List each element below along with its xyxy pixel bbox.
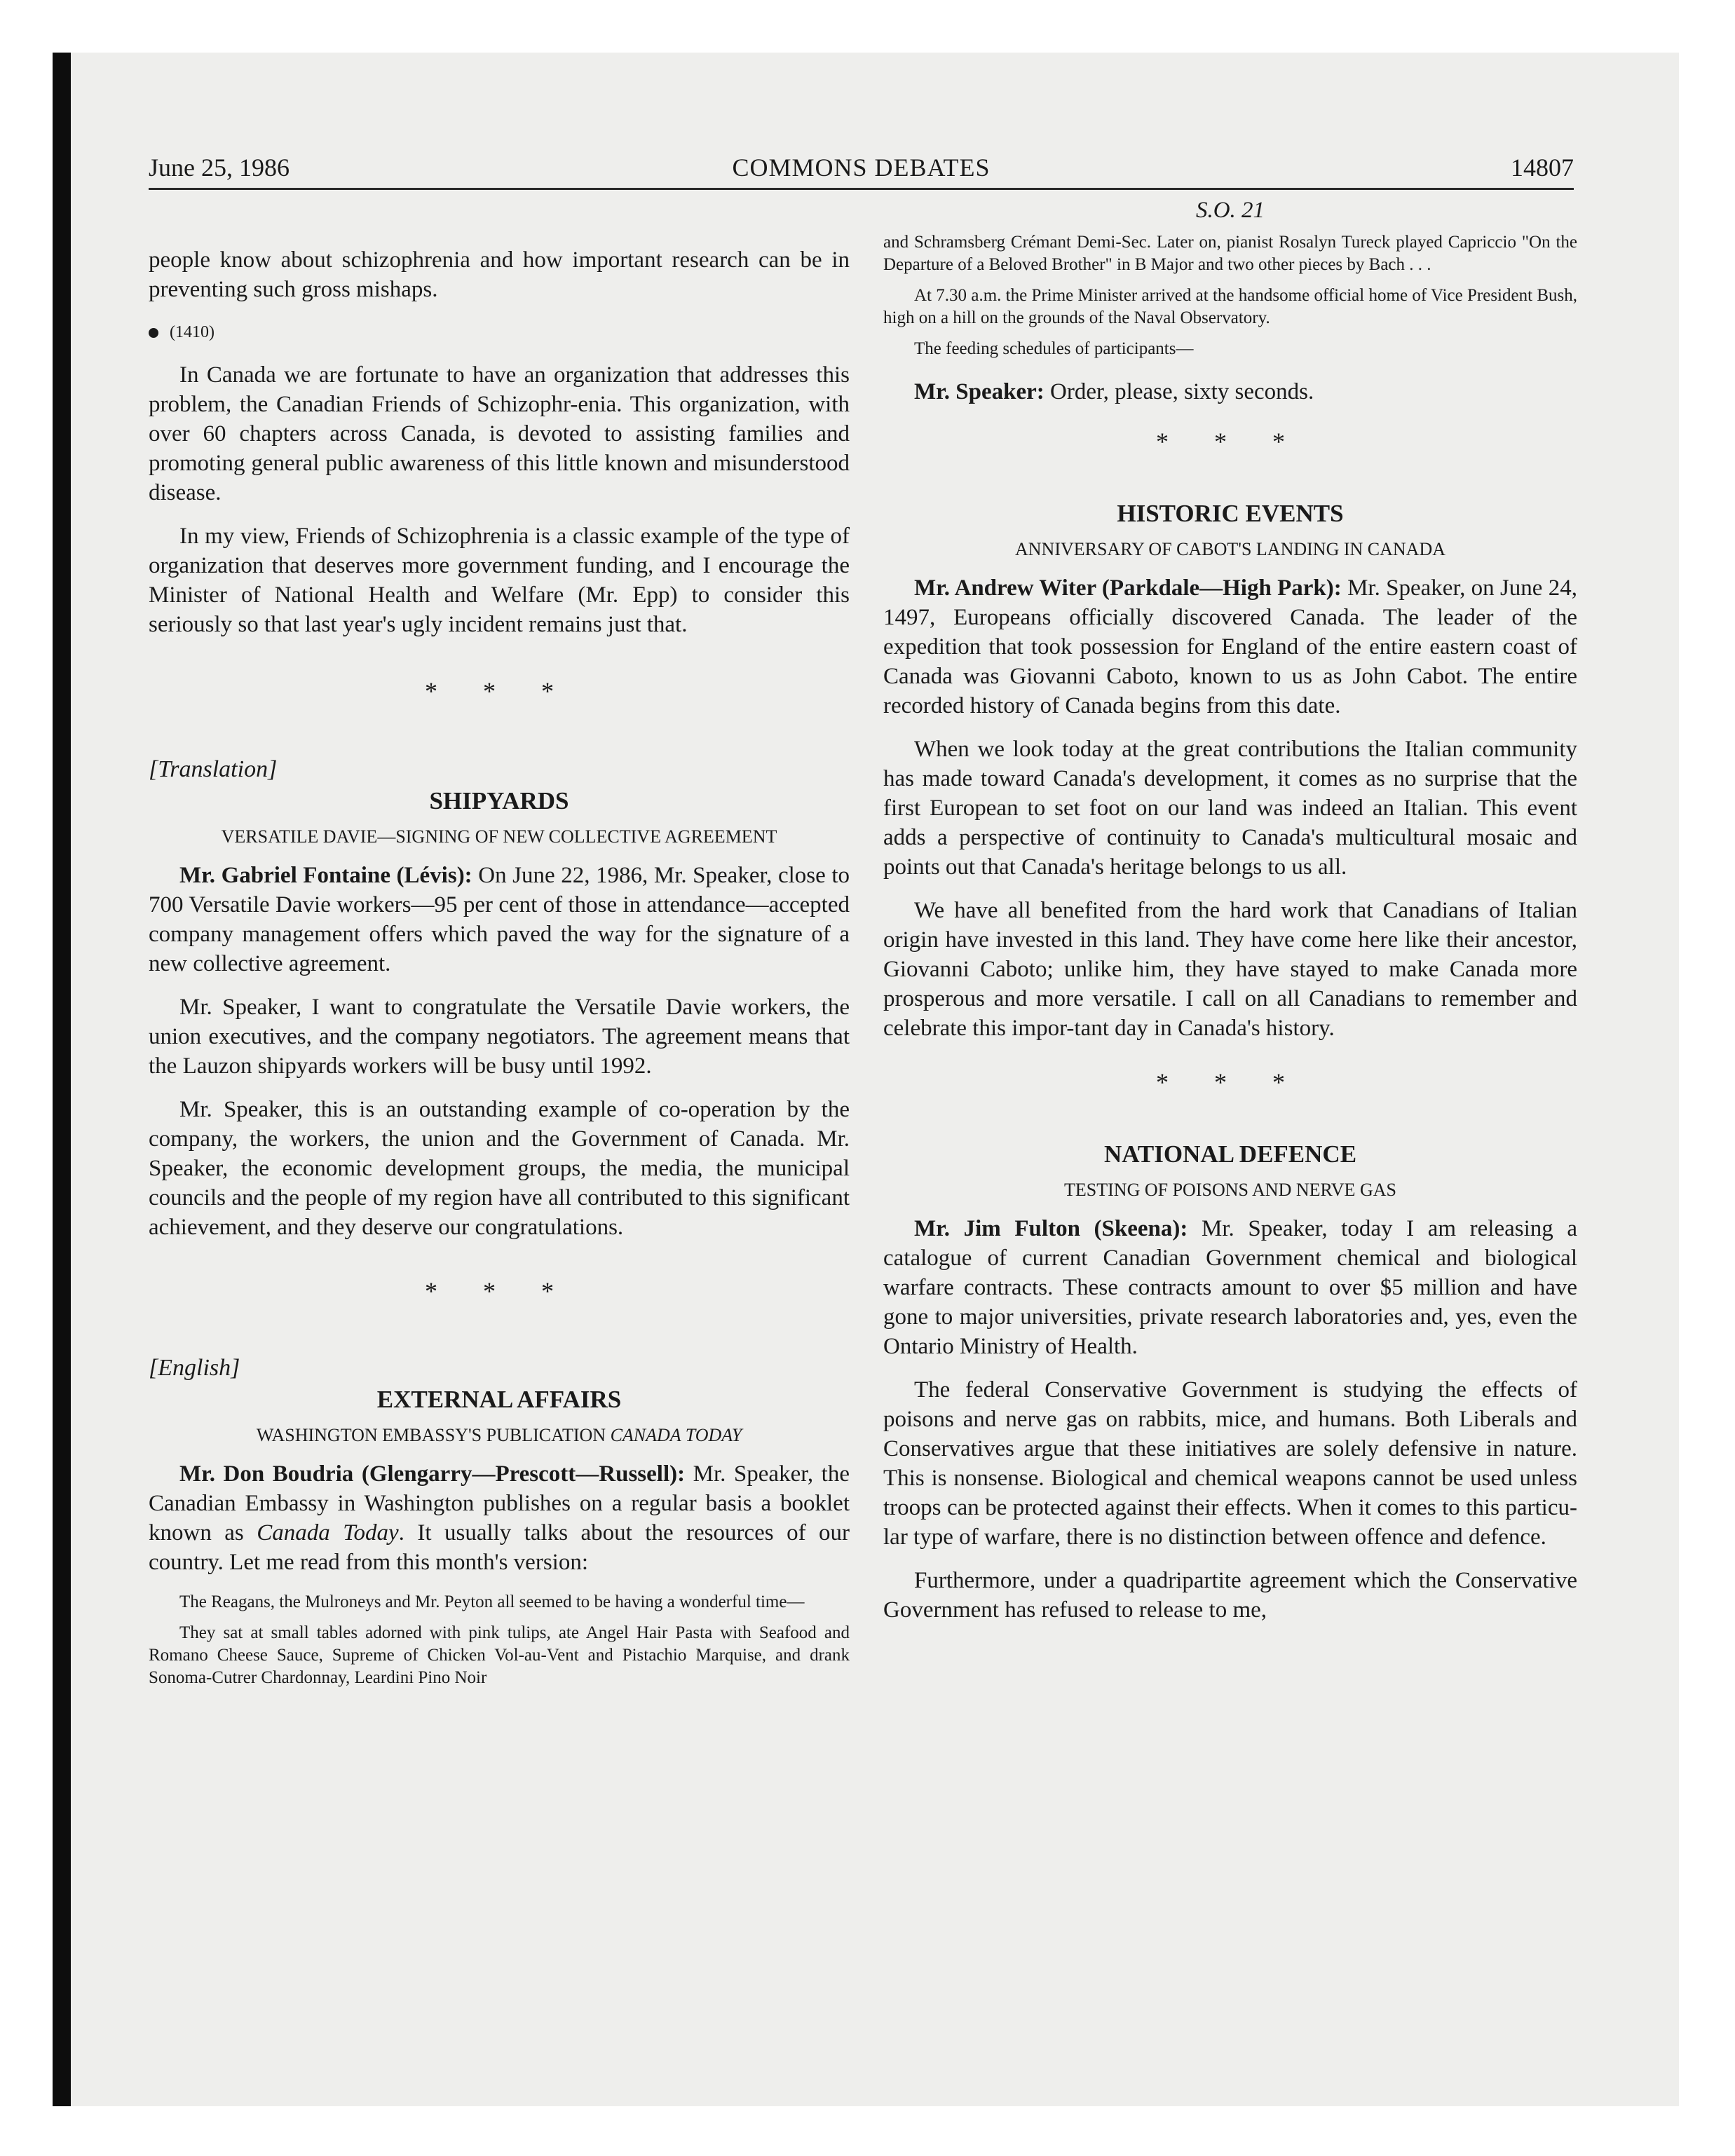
speech-paragraph: Mr. Don Boudria (Glengarry—Prescott—Russell): Mr. Speaker, the Canadian Embassy in Washington publishes on a regular basis a booklet known as Canada Today. It usually talks about the resources of our country. Let me read from this month's version: (149, 1461, 850, 1575)
left-column (149, 245, 850, 1689)
paragraph: In my view, Friends of Schizophrenia is a classic example of the type of organization that deserves more government funding, and I encourage the Minister of National Health and Welfare (Mr. Epp) to consider this seriously so that last year's ugly incident remains just that. (149, 524, 850, 637)
section-separator: * * * (1156, 428, 1305, 456)
paragraph: In Canada we are fortunate to have an organization that addresses this problem, the Canadian Friends of Schizophr-enia. This organization, with over 60 chapters across Canada, is devoted to assisting families and promoting general public awareness of this little known and misunderstood disease. (149, 362, 850, 505)
speech-paragraph: Mr. Gabriel Fontaine (Lévis): On June 22, 1986, Mr. Speaker, close to 700 Versatile Davie workers—95 per cent of those in attendance—accepted company management offers which paved the way for the signature of a new collective agreement. (149, 863, 850, 976)
speech-paragraph: Mr. Andrew Witer (Parkdale—High Park): Mr. Speaker, on June 24, 1497, Europeans officially discovered Canada. The leader of the expedition that took possession for England of the entire eastern coast of Canada was Giovanni Caboto, known to us as John Cabot. The entire recorded history of Canada begins from this date. (883, 575, 1578, 718)
section-subheading: TESTING OF POISONS AND NERVE GAS (1064, 1180, 1396, 1200)
paragraph: We have all benefited from the hard work that Canadians of Italian origin have invested in this land. They have come here like their ancestor, Giovanni Caboto; unlike him, they have stayed to make Canada more prosperous and more versatile. I call on all Canadians to remember and celebrate this impor-tant day in Canada's history. (883, 898, 1577, 1041)
speaker-name: Mr. Don Boudria (Glengarry—Prescott—Russell): (179, 1461, 686, 1487)
bullet-icon (149, 328, 158, 338)
section-heading: HISTORIC EVENTS (1117, 500, 1344, 527)
paragraph: Mr. Speaker, I want to congratulate the Versatile Davie workers, the union executives, and the company negotiators. The agreement means that the Lauzon shipyards workers will be busy until 1992. (149, 995, 850, 1079)
section-separator: * * * (425, 677, 573, 705)
speaker-name: Mr. Jim Fulton (Skeena): (914, 1216, 1188, 1241)
section-subheading: WASHINGTON EMBASSY'S PUBLICATION CANADA TODAY (256, 1425, 742, 1445)
right-column (883, 196, 1577, 1625)
running-header (149, 153, 1574, 190)
section-heading: SHIPYARDS (429, 787, 569, 814)
time-marker: (1410) (149, 318, 850, 346)
speaker-name: Mr. Andrew Witer (Parkdale—High Park): (914, 575, 1342, 601)
quoted-passage: They sat at small tables adorned with pink tulips, ate Angel Hair Pasta with Seafood and Romano Cheese Sauce, Supreme of Chicken Vol-au-Vent and Pistachio Marquise, and drank Sonoma-Cutrer Chardonnay, Leardini Pino Noir (149, 1623, 850, 1687)
quoted-passage: The Reagans, the Mulroneys and Mr. Peyton all seemed to be having a wonderful time— (179, 1592, 805, 1611)
section-label: S.O. 21 (1195, 198, 1265, 223)
section-heading: EXTERNAL AFFAIRS (376, 1386, 622, 1413)
section-heading: NATIONAL DEFENCE (1103, 1140, 1357, 1168)
header-page-number: 14807 (1511, 153, 1574, 182)
speaker-name: Mr. Gabriel Fontaine (Lévis): (179, 863, 472, 888)
binding-edge (53, 53, 71, 2106)
speech-paragraph: Mr. Speaker: Order, please, sixty seconds. (914, 379, 1314, 404)
paragraph: Mr. Speaker, this is an outstanding example of co-operation by the company, the workers, the union and the Government of Canada. Mr. Speaker, the economic development groups, the media, the municipal councils and the people of my region have all contributed to this significant achievement, and they deserve our congratulations. (149, 1097, 850, 1240)
quoted-passage: The feeding schedules of participants— (914, 339, 1194, 358)
section-separator: * * * (425, 1277, 573, 1305)
language-note: [Translation] (149, 756, 278, 782)
header-title: COMMONS DEBATES (732, 153, 991, 182)
paragraph: people know about schizophrenia and how important research can be in preventing such gross mishaps. (149, 247, 850, 302)
speech-paragraph: Mr. Jim Fulton (Skeena): Mr. Speaker, today I am releasing a catalogue of current Canadian Government chemical and biological warfare contracts. These contracts amount to over $5 million and have gone to major universities, private research laboratories and, yes, even the Ontario Ministry of Health. (883, 1216, 1578, 1359)
section-subheading: ANNIVERSARY OF CABOT'S LANDING IN CANADA (1014, 539, 1446, 559)
speaker-name: Mr. Speaker: (914, 379, 1045, 404)
section-separator: * * * (1156, 1068, 1305, 1096)
quoted-passage: At 7.30 a.m. the Prime Minister arrived at the handsome official home of Vice President Bush, high on a hill on the grounds of the Naval Observatory. (883, 286, 1577, 327)
paragraph: Furthermore, under a quadripartite agreement which the Conservative Government has refused to release to me, (883, 1568, 1577, 1623)
section-subheading: VERSATILE DAVIE—SIGNING OF NEW COLLECTIVE AGREEMENT (221, 826, 777, 847)
quoted-passage: and Schramsberg Crémant Demi-Sec. Later on, pianist Rosalyn Tureck played Capriccio "On the Departure of a Beloved Brother" in B Major and two other pieces by Bach . . . (883, 233, 1577, 274)
paragraph: The federal Conservative Government is studying the effects of poisons and nerve gas on rabbits, mice, and humans. Both Liberals and Conservatives argue that these initiatives are solely defensive in nature. This is nonsense. Biological and chemical weapons cannot be used unless troops can be protected against their effects. When it comes to this particu-lar type of warfare, there is no distinction between offence and defence. (883, 1377, 1577, 1550)
paragraph: When we look today at the great contributions the Italian community has made toward Canada's development, it comes as no surprise that the first European to set foot on our land was indeed an Italian. This event adds a perspective of continuity to Canada's multicultural mosaic and points out that Canada's heritage belongs to us all. (883, 737, 1577, 880)
header-date: June 25, 1986 (149, 153, 290, 182)
language-note: [English] (149, 1355, 240, 1381)
